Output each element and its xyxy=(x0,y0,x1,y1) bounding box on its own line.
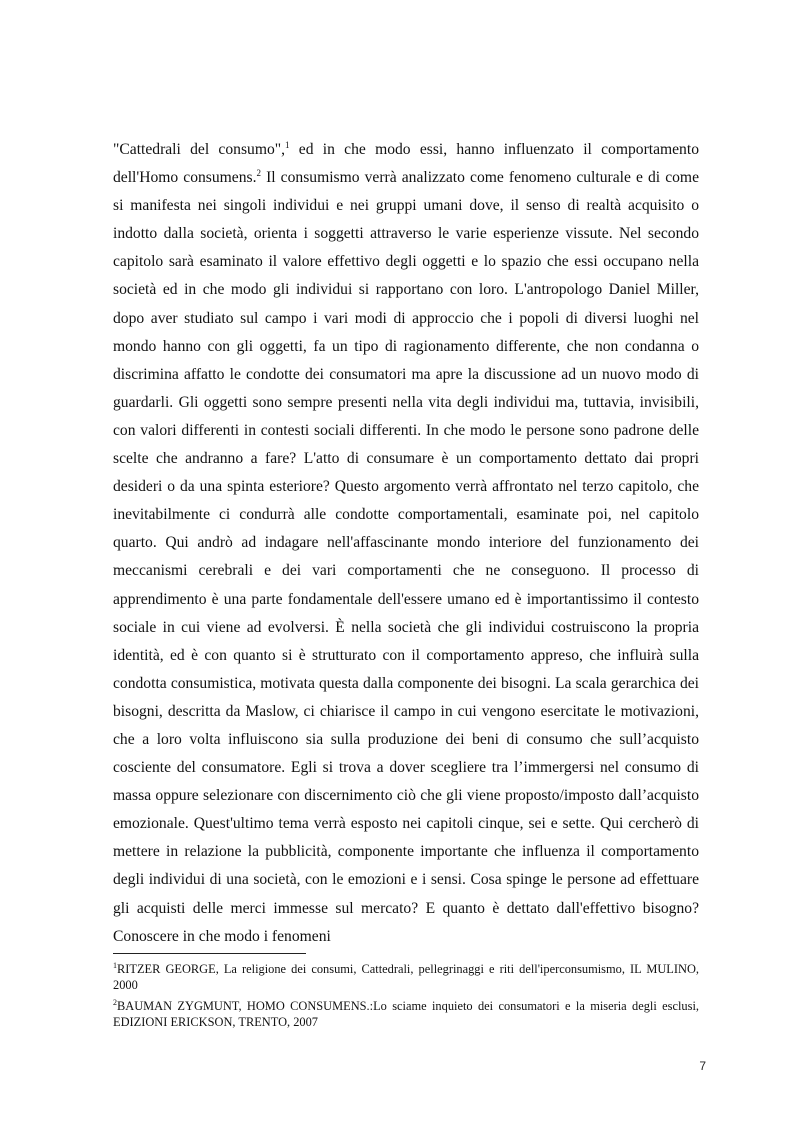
footnote-1 xyxy=(113,961,699,994)
body-text-middle: ed in che modo essi, hanno influenzato il comportamento dell'Homo consumens. xyxy=(113,141,699,187)
page-number: 7 xyxy=(699,1059,706,1073)
footnote-ref-2: 2 xyxy=(256,167,261,178)
body-paragraph xyxy=(113,136,699,951)
body-text-start: "Cattedrali del consumo", xyxy=(113,141,286,158)
footnote-number: 2 xyxy=(113,997,117,1007)
body-text-rest: Il consumismo verrà analizzato come fenomeno culturale e di come si manifesta nei singoli individui e nei gruppi umani dove, il senso di realtà acquisito o indotto dalla società, orienta i soggetti attraverso le varie esperienze vissute. Nel secondo capitolo sarà esaminato il valore effettivo degli oggetti e lo spazio che essi occupano nella società ed in che modo gli individui si rapportano con loro. L'antropologo Daniel Miller, dopo aver studiato sul campo i vari modi di approccio che i popoli di diversi luoghi nel mondo hanno con gli oggetti, fa un tipo di ragionamento differente, che non condanna o discrimina affatto le condotte dei consumatori ma apre la discussione ad un nuovo modo di guardarli. Gli oggetti sono sempre presenti nella vita degli individui ma, tuttavia, invisibili, con valori differenti in contesti sociali differenti. In che modo le persone sono padrone delle scelte che andranno a fare? L'atto di consumare è un comportamento dettato dai propri desideri o da una spinta esteriore? Questo argomento verrà affrontato nel terzo capitolo, che inevitabilmente ci condurrà alle condotte comportamentali, esaminate poi, nel capitolo quarto. Qui andrò ad indagare nell'affascinante mondo interiore del funzionamento dei meccanismi cerebrali e dei vari comportamenti che ne conseguono. Il processo di apprendimento è una parte fondamentale dell'essere umano ed è importantissimo il contesto sociale in cui viene ad evolversi. È nella società che gli individui costruiscono la propria identità, ed è con quanto si è strutturato con il comportamento appreso, che influirà sulla condotta consumistica, motivata questa dalla componente dei bisogni. La scala gerarchica dei bisogni, descritta da Maslow, ci chiarisce il campo in cui vengono esercitate le motivazioni, che a loro volta influiscono sia sulla produzione dei beni di consumo che sull’acquisto cosciente del consumatore. Egli si trova a dover scegliere tra l’immergersi nel consumo di massa oppure selezionare con discernimento ciò che gli viene proposto/imposto dall’acquisto emozionale. Quest'ultimo tema verrà esposto nei capitoli cinque, sei e sette. Qui cercherò di mettere in relazione la pubblicità, componente importante che influenza il comportamento degli individui di una società, con le emozioni e i sensi. Cosa spinge le persone ad effettuare gli acquisti delle merci immesse sul mercato? E quanto è dettato dall'effettivo bisogno? Conoscere in che modo i fenomeni xyxy=(113,169,699,945)
footnotes xyxy=(113,959,699,1034)
footnote-text: RITZER GEORGE, La religione dei consumi, Cattedrali, pellegrinaggi e riti dell'iperconsumismo, IL MULINO, 2000 xyxy=(113,962,699,993)
footnote-separator xyxy=(113,953,306,954)
footnote-text: BAUMAN ZYGMUNT, HOMO CONSUMENS.:Lo sciame inquieto dei consumatori e la miseria degli esclusi, EDIZIONI ERICKSON, TRENTO, 2007 xyxy=(113,998,699,1029)
footnote-number: 1 xyxy=(113,960,117,970)
footnote-2 xyxy=(113,998,699,1031)
footnote-ref-1: 1 xyxy=(285,139,290,150)
